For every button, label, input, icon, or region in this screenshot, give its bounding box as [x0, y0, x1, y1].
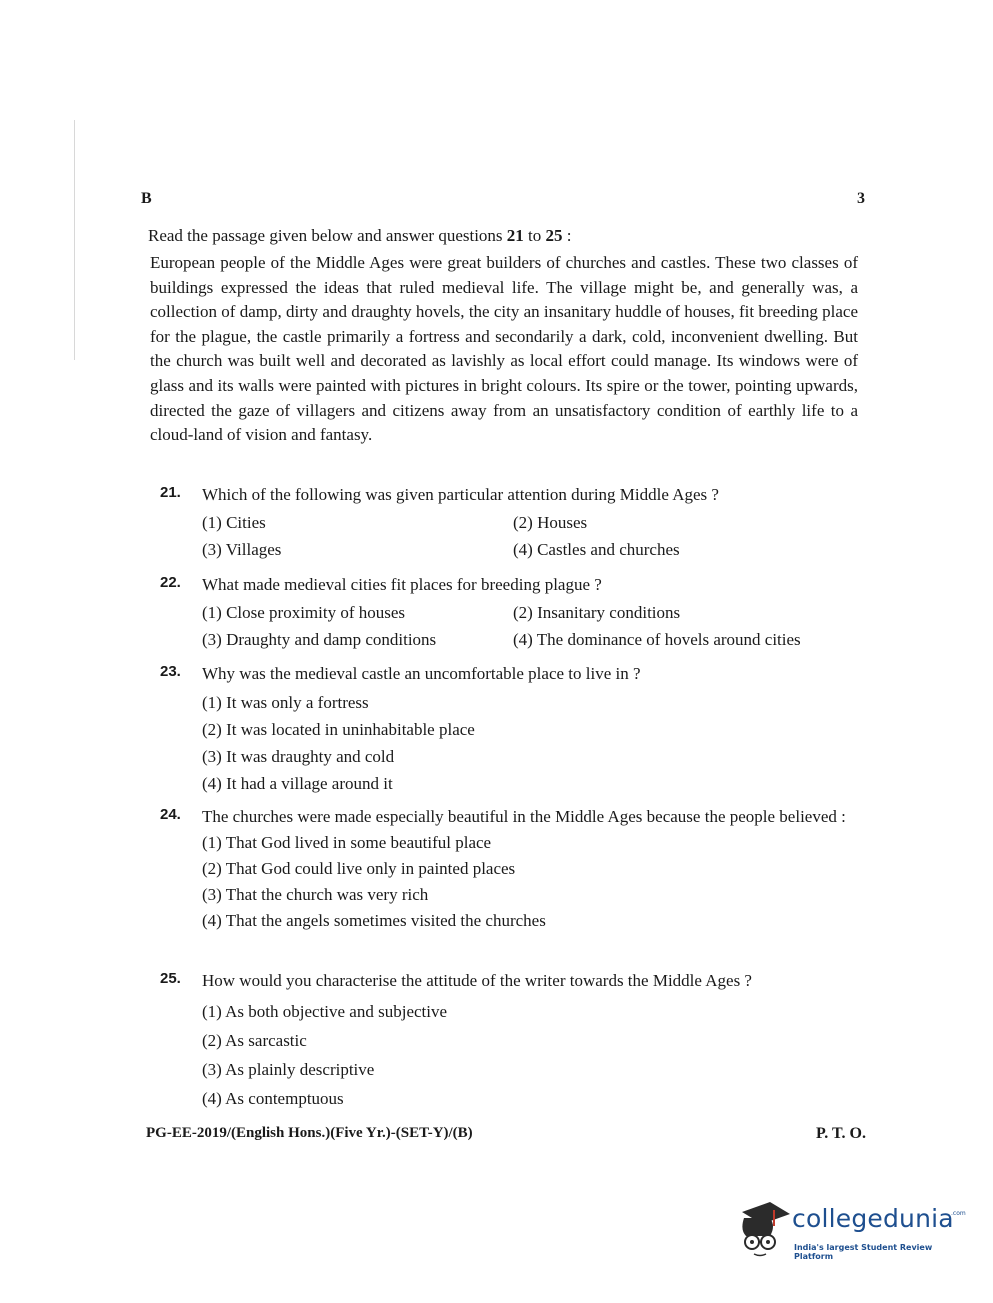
question-24	[160, 806, 865, 934]
option-2: (2) That God could live only in painted places	[202, 859, 516, 878]
option-3: (3) Villages	[202, 540, 282, 559]
question-number: 22.	[160, 574, 181, 591]
option-2: (2) It was located in uninhabitable place	[202, 720, 475, 739]
option-1: (1) That God lived in some beautiful place	[202, 833, 492, 852]
question-23	[160, 663, 865, 797]
options	[202, 689, 865, 797]
option-4: (4) Castles and churches	[513, 540, 680, 559]
option-3: (3) That the church was very rich	[202, 885, 429, 904]
option-1: (1) It was only a fortress	[202, 693, 369, 712]
question-number: 23.	[160, 663, 181, 680]
options	[202, 830, 865, 934]
option-1: (1) Close proximity of houses	[202, 603, 406, 622]
option-4: (4) That the angels sometimes visited the churches	[202, 911, 546, 930]
option-3: (3) It was draughty and cold	[202, 747, 395, 766]
page-number: 3	[857, 190, 865, 207]
scan-margin-line	[74, 120, 75, 360]
options	[202, 997, 865, 1113]
question-text: What made medieval cities fit places for breeding plague ?	[202, 575, 602, 594]
options	[202, 601, 865, 651]
mascot-icon	[736, 1196, 792, 1266]
collegedunia-logo	[736, 1196, 966, 1266]
question-number: 21.	[160, 484, 181, 501]
option-1: (1) As both objective and subjective	[202, 1002, 448, 1021]
question-text: Which of the following was given particular attention during Middle Ages ?	[202, 485, 719, 504]
question-25	[160, 970, 865, 1113]
options	[202, 511, 865, 561]
option-2: (2) As sarcastic	[202, 1031, 307, 1050]
question-number: 25.	[160, 970, 181, 987]
question-number: 24.	[160, 806, 181, 823]
question-21	[160, 484, 865, 561]
option-3: (3) As plainly descriptive	[202, 1060, 375, 1079]
option-4: (4) It had a village around it	[202, 774, 393, 793]
question-text: The churches were made especially beautiful in the Middle Ages because the people believed :	[202, 807, 846, 826]
option-4: (4) The dominance of hovels around cities	[513, 630, 801, 649]
option-1: (1) Cities	[202, 513, 266, 532]
option-2: (2) Insanitary conditions	[513, 603, 681, 622]
please-turn-over: P. T. O.	[816, 1125, 866, 1142]
question-text: Why was the medieval castle an uncomfortable place to live in ?	[202, 664, 641, 683]
logo-wordmark: collegedunia	[792, 1204, 954, 1233]
passage-instruction: Read the passage given below and answer questions 21 to 25 :	[148, 226, 572, 245]
question-text: How would you characterise the attitude of the writer towards the Middle Ages ?	[202, 971, 752, 990]
paper-code: PG-EE-2019/(English Hons.)(Five Yr.)-(SET-Y)/(B)	[146, 1125, 473, 1141]
option-2: (2) Houses	[513, 513, 588, 532]
option-4: (4) As contemptuous	[202, 1089, 344, 1108]
set-label: B	[141, 190, 152, 207]
question-22	[160, 574, 865, 651]
option-3: (3) Draughty and damp conditions	[202, 630, 437, 649]
logo-domain: .com	[951, 1210, 966, 1217]
logo-tagline: India's largest Student Review Platform	[794, 1243, 933, 1261]
reading-passage: European people of the Middle Ages were great builders of churches and castles. These two classes of buildings expressed the ideas that ruled medieval life. The village might be, and generally was, a collection of damp, dirty and draughty hovels, the city an insanitary huddle of houses, fit breeding place for the plague, the castle primarily a fortress and secondarily a dark, cold, inconvenient dwelling. But the church was built well and decorated as lavishly as local effort could manage. Its windows were of glass and its walls were painted with pictures in bright colours. Its spire or the tower, pointing upwards, directed the gaze of villagers and citizens away from an unsatisfactory condition of earthly life to a cloud-land of vision and fantasy.	[150, 253, 858, 445]
